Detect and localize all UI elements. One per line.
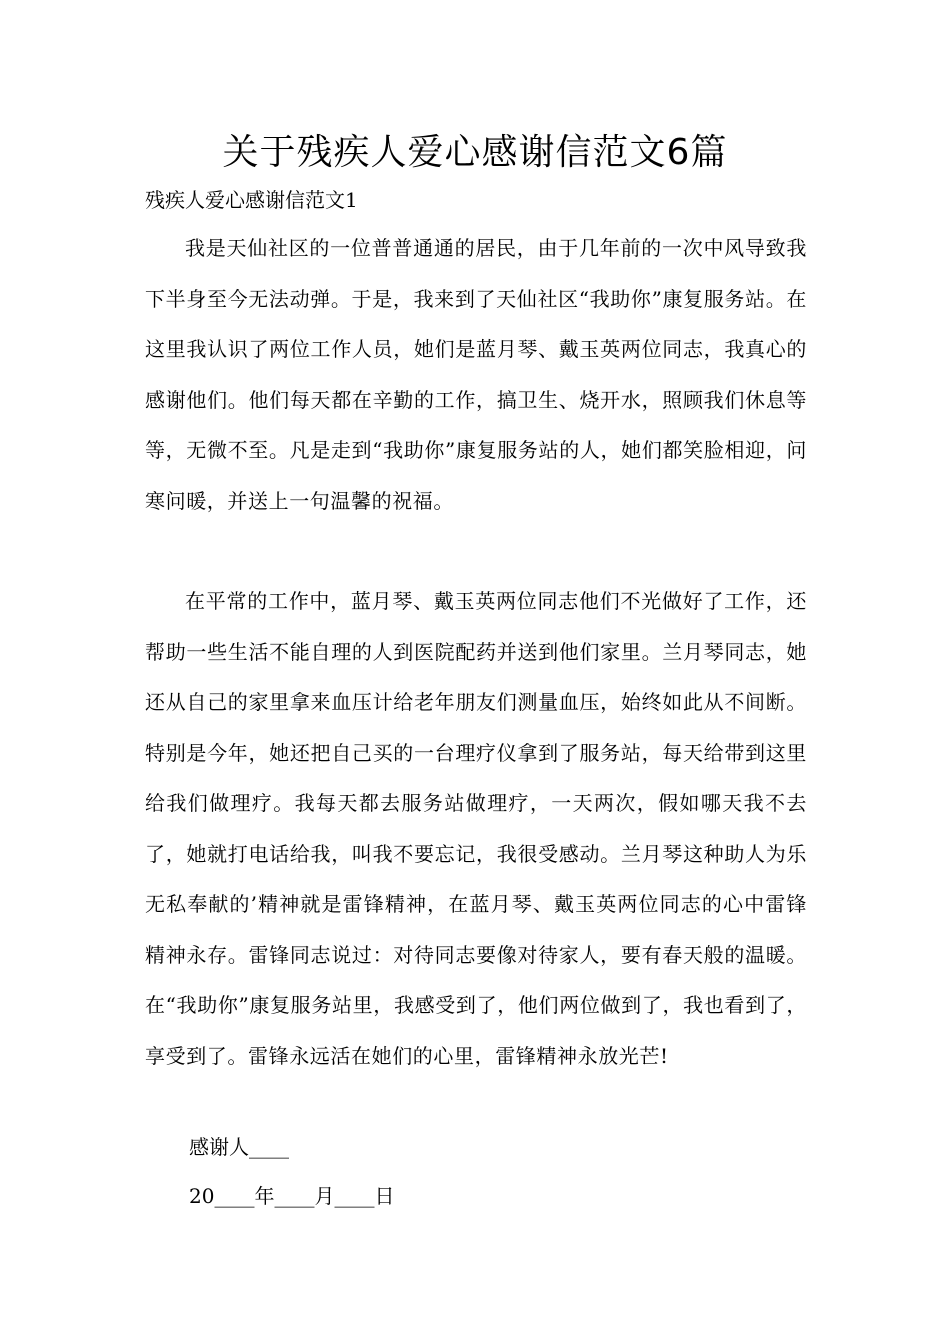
body-paragraph-2: 在平常的工作中，蓝月琴、戴玉英两位同志他们不光做好了工作，还帮助一些生活不能自理的人到医院配药并送到他们家里。兰月琴同志，她还从自己的家里拿来血压计给老年朋友们测量血压，始终如此从不间断。特别是今年，她还把自己买的一台理疗仪拿到了服务站，每天给带到这里给我们做理疗。我每天都去服务站做理疗，一天两次，假如哪天我不去了，她就打电话给我，叫我不要忘记，我很受感动。兰月琴这种助人为乐无私奉献的’精神就是雷锋精神，在蓝月琴、戴玉英两位同志的心中雷锋精神永存。雷锋同志说过：对待同志要像对待家人，要有春天般的温暖。在“我助你”康复服务站里，我感受到了，他们两位做到了，我也看到了，享受到了。雷锋永远活在她们的心里，雷锋精神永放光芒! [145, 589, 807, 1068]
signer-line: 感谢人____ [189, 1135, 289, 1159]
body-paragraph-1: 我是天仙社区的一位普普通通的居民，由于几年前的一次中风导致我下半身至今无法动弹。于是，我来到了天仙社区“我助你”康复服务站。在这里我认识了两位工作人员，她们是蓝月琴、戴玉英两位同志，我真心的感谢他们。他们每天都在辛勤的工作，搞卫生、烧开水，照顾我们休息等等，无微不至。凡是走到“我助你”康复服务站的人，她们都笑脸相迎，问寒问暖，并送上一句温馨的祝福。 [145, 236, 807, 513]
date-line: 20____年____月____日 [189, 1184, 395, 1208]
document-title: 关于残疾人爱心感谢信范文6篇 [222, 132, 728, 173]
section-heading: 残疾人爱心感谢信范文1 [145, 188, 358, 212]
